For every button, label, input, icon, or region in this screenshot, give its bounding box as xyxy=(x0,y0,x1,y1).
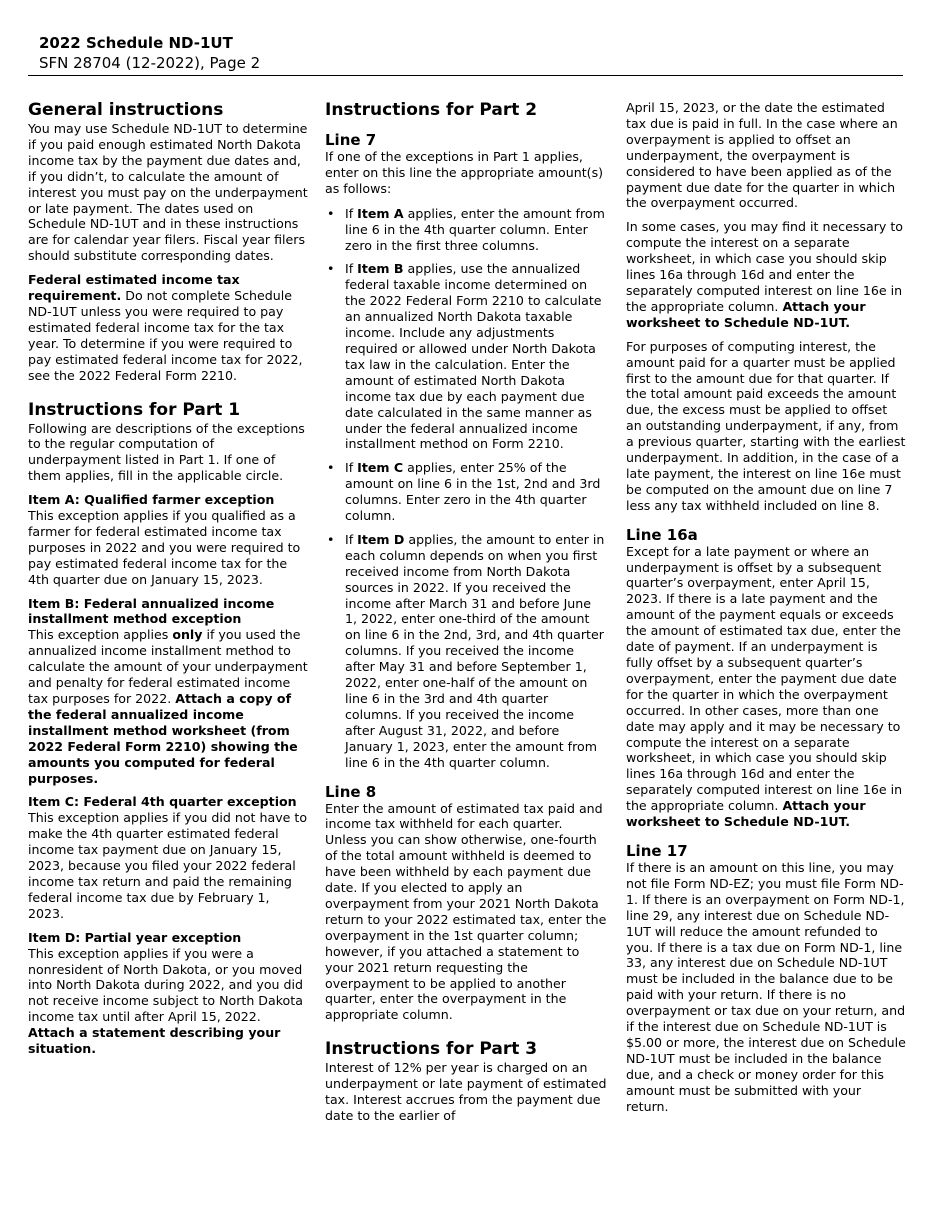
line8-text: Enter the amount of estimated tax paid and income tax withheld for each quarter. Unless you can show otherwise, one-fourth of the total amount withheld is deemed to have been withheld by each payment due date. If you elected to apply an overpayment from your 2021 North Dakota return to your 2022 estimated tax, enter the overpayment in the 1st quarter column; however, if you attached a statement to your 2021 return requesting the overpayment to be applied to another quarter, enter the overpayment in the appropriate column. xyxy=(325,800,607,1023)
line8-heading: Line 8 xyxy=(325,782,377,801)
part3-attach-note: Attach your worksheet to Schedule ND-1UT. xyxy=(626,298,866,330)
federal-requirement-paragraph xyxy=(28,272,308,383)
line7-heading: Line 7 xyxy=(325,131,377,149)
part3-computing-paragraph: For purposes of computing interest, the amount paid for a quarter must be applied first to the amount due for that quarter. If the total amount paid exceeds the amount due, the excess must be applied to offset an outstanding underpayment, if any, from a previous quarter, starting with the earliest underpayment. In addition, in the case of a late payment, the interest on line 16e must be computed on the amount due on line 7 less any tax withheld included on line 8. xyxy=(626,338,906,513)
bullet-item-label: Item C xyxy=(357,460,404,476)
item-a-text: This exception applies if you qualified as a farmer for federal estimated income tax purposes in 2022 and you were required to pay estimated federal income tax for the 4th quarter due on January 15, 2023. xyxy=(28,508,301,587)
list-item xyxy=(325,261,607,452)
bullet-text: applies, enter the amount from line 6 in the 4th quarter column. Enter zero in the first three columns. xyxy=(345,205,605,253)
item-b-only: only xyxy=(172,627,203,643)
part1-intro: Following are descriptions of the exceptions to the regular computation of underpayment listed in Part 1. If one of them applies, fill in the applicable circle. xyxy=(28,420,305,484)
item-b-heading: Item B: Federal annualized income installment method exception xyxy=(28,595,275,627)
item-b-text-mid: if you used the annualized income installment method to calculate the amount of your underpayment and penalty for federal estimated income tax purposes for 2022. xyxy=(28,627,308,706)
general-instructions-heading: General instructions xyxy=(28,100,224,120)
line16a-body: Except for a late payment or where an underpayment is offset by a subsequent quarter’s overpayment, enter April 15, 2023. If there is a late payment and the amount of the payment equals or exceeds the amount of estimated tax due, enter the date of payment. If an underpayment is fully offset by a subsequent quarter’s overpayment, enter the payment due date for the quarter in which the overpayment occurred. In other cases, more than one date may apply and it may be necessary to compute the interest on a separate worksheet, in which case you should skip lines 16a through 16d and enter the separately computed interest on line 16e in the appropriate column. xyxy=(626,543,903,814)
federal-requirement-label: Federal estimated income tax requirement. xyxy=(28,272,240,304)
bullet-prefix: If xyxy=(345,460,358,476)
list-item xyxy=(325,532,607,771)
bullet-item-label: Item D xyxy=(357,531,405,547)
line17-text: If there is an amount on this line, you may not file Form ND-EZ; you must file Form ND-1. If there is an overpayment on Form ND-1, line 29, any interest due on Schedule ND-1UT will reduce the amount refunded to you. If there is a tax due on Form ND-1, line 33, any interest due on Schedule ND-1UT must be included in the balance due to be paid with your return. If there is no overpayment or tax due on your return, and if the interest due on Schedule ND-1UT is $5.00 or more, the interest due on Schedule ND-1UT must be included in the balance due, and a check or money order for this amount must be submitted with your return. xyxy=(626,859,906,1114)
line16a-attach-note: Attach your worksheet to Schedule ND-1UT. xyxy=(626,798,866,830)
bullet-item-label: Item A xyxy=(357,205,404,221)
line17-heading: Line 17 xyxy=(626,841,688,860)
line7-bullet-list xyxy=(325,206,607,771)
item-a-heading: Item A: Qualified farmer exception xyxy=(28,492,275,508)
bullet-text: applies, use the annualized federal taxable income determined on the 2022 Federal Form 2210 to calculate an annualized North Dakota taxable income. Include any adjustments required or allowed under North Dakota tax law in the calculation. Enter the amount of estimated North Dakota income tax due by each payment due date calculated in the same manner as under the federal annualized income installment method on Form 2210. xyxy=(345,261,602,452)
bullet-text: applies, enter 25% of the amount on line 6 in the 1st, 2nd and 3rd columns. Enter zero in the 4th quarter column. xyxy=(345,460,601,524)
item-d-text xyxy=(28,946,308,1057)
line16a-text xyxy=(626,544,906,830)
item-c-heading: Item C: Federal 4th quarter exception xyxy=(28,794,297,810)
part3-intro-start: Interest of 12% per year is charged on an underpayment or late payment of estimated tax. Interest accrues from the payment due date to the earlier of xyxy=(325,1060,607,1123)
part3-worksheet-paragraph xyxy=(626,219,906,330)
line16a-heading: Line 16a xyxy=(626,525,698,544)
part3-intro-continued: April 15, 2023, or the date the estimated tax due is paid in full. In the case where an overpayment is applied to offset an underpayment, the overpayment is considered to have been applied as of the payment due date for the quarter in which the overpayment occurred. xyxy=(626,100,898,211)
bullet-prefix: If xyxy=(345,261,358,277)
list-item xyxy=(325,206,607,254)
part3-worksheet-text: In some cases, you may find it necessary to compute the interest on a separate worksheet, in which case you should skip lines 16a through 16d and enter the separately computed interest on line 16e in the appropriate column. xyxy=(626,219,903,314)
form-subtitle: SFN 28704 (12-2022), Page 2 xyxy=(39,54,261,72)
column-2 xyxy=(325,100,607,1124)
list-item xyxy=(325,460,607,524)
column-1 xyxy=(28,100,308,1057)
part2-heading: Instructions for Part 2 xyxy=(325,100,538,120)
page-header xyxy=(39,33,260,73)
bullet-prefix: If xyxy=(345,531,358,547)
column-3 xyxy=(626,100,906,1114)
bullet-text: applies, the amount to enter in each column depends on when you first received income from North Dakota sources in 2022. If you received the income after March 31 and before June 1, 2022, enter one-third of the amount on line 6 in the 2nd, 3rd, and 4th quarter columns. If you received the income after May 31 and before September 1, 2022, enter one-half of the amount on line 6 in the 3rd and 4th quarter columns. If you received the income after August 31, 2022, and before January 1, 2023, enter the amount from line 6 in the 4th quarter column. xyxy=(345,531,605,770)
item-d-heading: Item D: Partial year exception xyxy=(28,929,242,945)
bullet-prefix: If xyxy=(345,205,358,221)
federal-requirement-text: Do not complete Schedule ND-1UT unless you were required to pay estimated federal income tax for the tax year. To determine if you were required to pay estimated federal income tax for 2022, see the 2022 Federal Form 2210. xyxy=(28,288,303,383)
form-title: 2022 Schedule ND-1UT xyxy=(39,34,233,52)
item-b-text xyxy=(28,627,308,786)
general-intro-paragraph: You may use Schedule ND-1UT to determine if you paid enough estimated North Dakota income tax by the payment due dates and, if you didn’t, to calculate the amount of interest you must pay on the underpayment or late payment. The dates used on Schedule ND-1UT and in these instructions are for calendar year filers. Fiscal year filers should substitute corresponding dates. xyxy=(28,121,308,264)
item-d-text-body: This exception applies if you were a nonresident of North Dakota, or you moved into North Dakota during 2022, and you did not receive income subject to North Dakota income tax until after April 15, 2022. xyxy=(28,945,303,1025)
bullet-item-label: Item B xyxy=(357,261,404,277)
line7-intro: If one of the exceptions in Part 1 applies, enter on this line the appropriate amount(s) as follows: xyxy=(325,149,604,196)
part1-heading: Instructions for Part 1 xyxy=(28,399,241,420)
part3-heading: Instructions for Part 3 xyxy=(325,1039,538,1060)
header-divider xyxy=(28,75,903,76)
item-c-text: This exception applies if you did not have to make the 4th quarter estimated federal income tax payment due on January 15, 2023, because you filed your 2022 federal income tax return and paid the remaining federal income tax due by February 1, 2023. xyxy=(28,810,308,921)
item-d-attach-note: Attach a statement describing your situation. xyxy=(28,1025,281,1057)
item-b-attach-note: Attach a copy of the federal annualized income installment method worksheet (from 2022 Federal Form 2210) showing the amounts you computed for federal purposes. xyxy=(28,691,298,786)
item-b-text-pre: This exception applies xyxy=(28,627,173,643)
